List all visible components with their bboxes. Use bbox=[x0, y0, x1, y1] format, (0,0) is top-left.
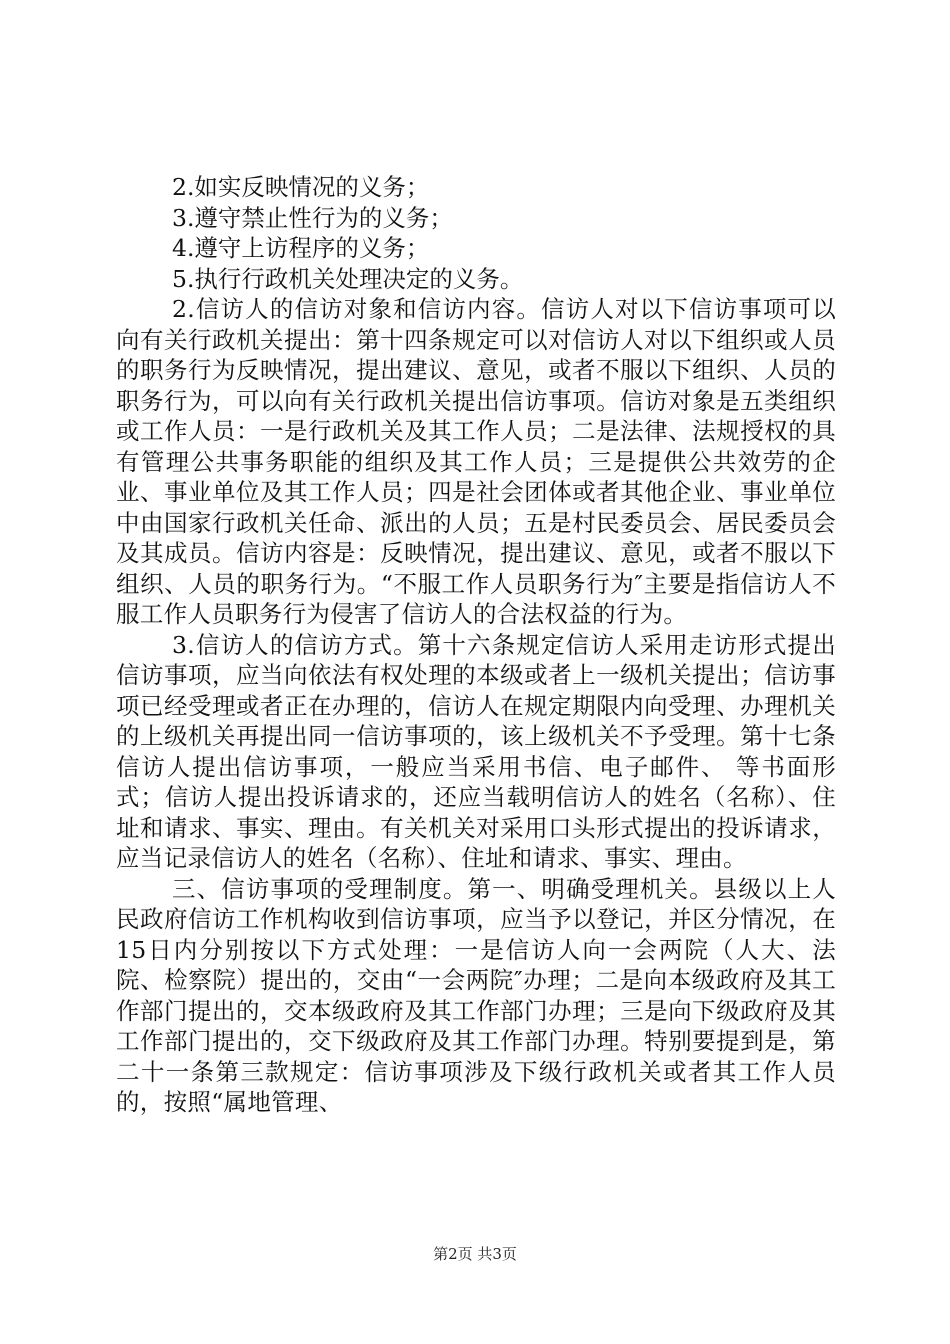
duty-item-3: 3.遵守禁止性行为的义务； bbox=[172, 203, 453, 232]
duty-item-5: 5.执行行政机关处理决定的义务。 bbox=[172, 264, 524, 293]
document-body bbox=[116, 172, 836, 1118]
page-number-footer: 第2页 共3页 bbox=[433, 1245, 517, 1263]
paragraph-acceptance-system: 三、信访事项的受理制度。第一、明确受理机关。县级以上人民政府信访工作机构收到信访事项，应当予以登记，并区分情况，在15日内分别按以下方式处理：一是信访人向一会两院（人大、法院、检察院）提出的，交由“一会两院″办理；二是向本级政府及其工作部门提出的，交本级政府及其工作部门办理；三是向下级政府及其工作部门提出的，交下级政府及其工作部门办理。特别要提到是，第二十一条第三款规定：信访事项涉及下级行政机关或者其工作人员的，按照“属地管理、 bbox=[116, 874, 836, 1116]
duty-item-2: 2.如实反映情况的义务； bbox=[172, 173, 430, 201]
paragraph-petition-methods: 3.信访人的信访方式。第十六条规定信访人采用走访形式提出信访事项，应当向依法有权处理的本级或者上一级机关提出；信访事项已经受理或者正在办理的，信访人在规定期限内向受理、办理机关的上级机关再提出同一信访事项的，该上级机关不予受理。第十七条信访人提出信访事项，一般应当采用书信、电子邮件、 等书面形式；信访人提出投诉请求的，还应当载明信访人的姓名（名称）、住址和请求、事实、理由。有关机关对采用口头形式提出的投诉请求，应当记录信访人的姓名（名称）、住址和请求、事实、理由。 bbox=[116, 630, 836, 872]
duty-item-4: 4.遵守上访程序的义务； bbox=[172, 234, 430, 262]
paragraph-petition-targets: 2.信访人的信访对象和信访内容。信访人对以下信访事项可以向有关行政机关提出：第十四条规定可以对信访人对以下组织或人员的职务行为反映情况，提出建议、意见，或者不服以下组织、人员的职务行为，可以向有关行政机关提出信访事项。信访对象是五类组织或工作人员：一是行政机关及其工作人员；二是法律、法规授权的具有管理公共事务职能的组织及其工作人员；三是提供公共效劳的企业、事业单位及其工作人员；四是社会团体或者其他企业、事业单位中由国家行政机关任命、派出的人员；五是村民委员会、居民委员会及其成员。信访内容是：反映情况，提出建议、意见，或者不服以下组织、人员的职务行为。“不服工作人员职务行为″主要是指信访人不服工作人员职务行为侵害了信访人的合法权益的行为。 bbox=[116, 295, 836, 628]
